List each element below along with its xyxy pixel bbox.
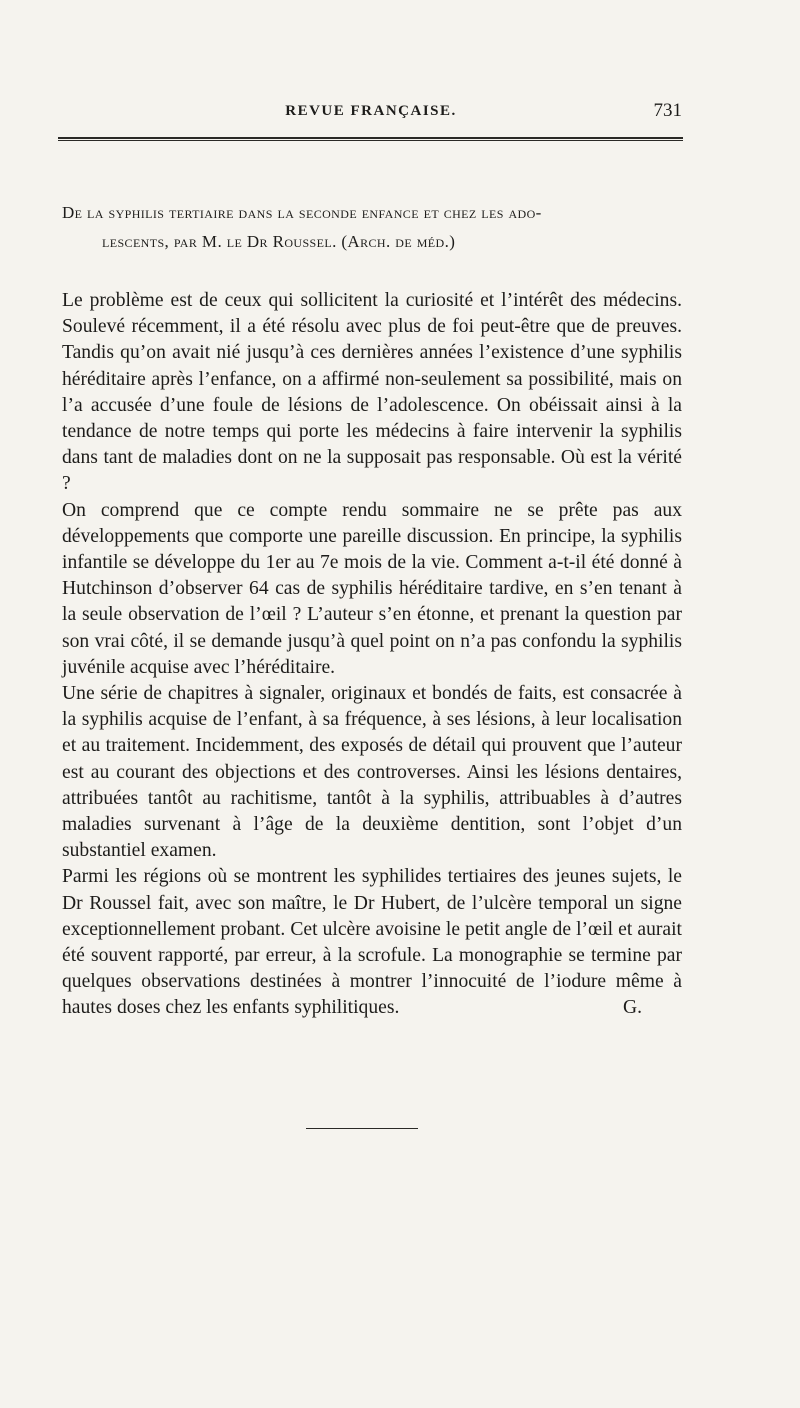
article-body [62, 288, 682, 1022]
header-rule [58, 137, 683, 141]
signature: G. [622, 997, 642, 1019]
paragraph-3: Une série de chapitres à signaler, originaux et bondés de faits, est consacrée à la syphilis acquise de l’enfant, à sa fréquence, à ses lésions, à leur localisation et au traitement. Incidemment, des exposés de détail qui prouvent que l’auteur est au courant des objections et des controverses. Ainsi les lésions dentaires, attribuées tantôt au rachitisme, tantôt à la syphilis, attribuables à d’autres maladies survenant à l’âge de la deuxième dentition, sont l’objet d’un substantiel examen. [62, 683, 682, 862]
paragraph-2: On comprend que ce compte rendu sommaire ne se prête pas aux développements que comporte une pareille discussion. En principe, la syphilis infantile se développe du 1er au 7e mois de la vie. Comment a-t-il été donné à Hutchinson d’observer 64 cas de syphilis héréditaire tardive, en s’en tenant à la seule observation de l’œil ? L’auteur s’en étonne, et prenant la question par son vrai côté, il se demande jusqu’à quel point on n’a pas confondu la syphilis juvénile acquise avec l’héréditaire. [62, 499, 682, 678]
paragraph-4-text: Parmi les régions où se montrent les syphilides tertiaires des jeunes sujets, le Dr Roussel fait, avec son maître, le Dr Hubert, de l’ulcère temporal un signe exceptionnellement probant. Cet ulcère avoisine le petit angle de l’œil et aurait été souvent rapporté, par erreur, à la scrofule. La monographie se termine par quelques observations destinées à montrer l’innocuité de l’iodure même à hautes doses chez les enfants syphilitiques. [62, 866, 682, 1019]
article-title-line-1: De la syphilis tertiaire dans la seconde enfance et chez les ado- [62, 203, 542, 222]
paragraph-4 [62, 864, 682, 1021]
running-head [60, 100, 682, 131]
paragraph-1: Le problème est de ceux qui sollicitent la curiosité et l’intérêt des médecins. Soulevé récemment, il a été résolu avec plus de foi peut-être que de preuves. Tandis qu’on avait nié jusqu’à ces dernières années l’existence d’une syphilis héréditaire après l’enfance, on a affirmé non-seulement sa possibilité, mais on l’a accusée d’une foule de lésions de l’adolescence. On obéissait ainsi à la tendance de notre temps qui porte les médecins à faire intervenir la syphilis dans tant de maladies dont on ne la supposait pas responsable. Où est la vérité ? [62, 290, 682, 495]
article-title [62, 198, 682, 256]
page-number: 731 [653, 100, 682, 121]
running-title: REVUE FRANÇAISE. [285, 103, 457, 119]
end-rule [306, 1128, 418, 1129]
article-title-line-2: lescents, par M. le Dr Roussel. (Arch. de méd.) [102, 232, 456, 251]
